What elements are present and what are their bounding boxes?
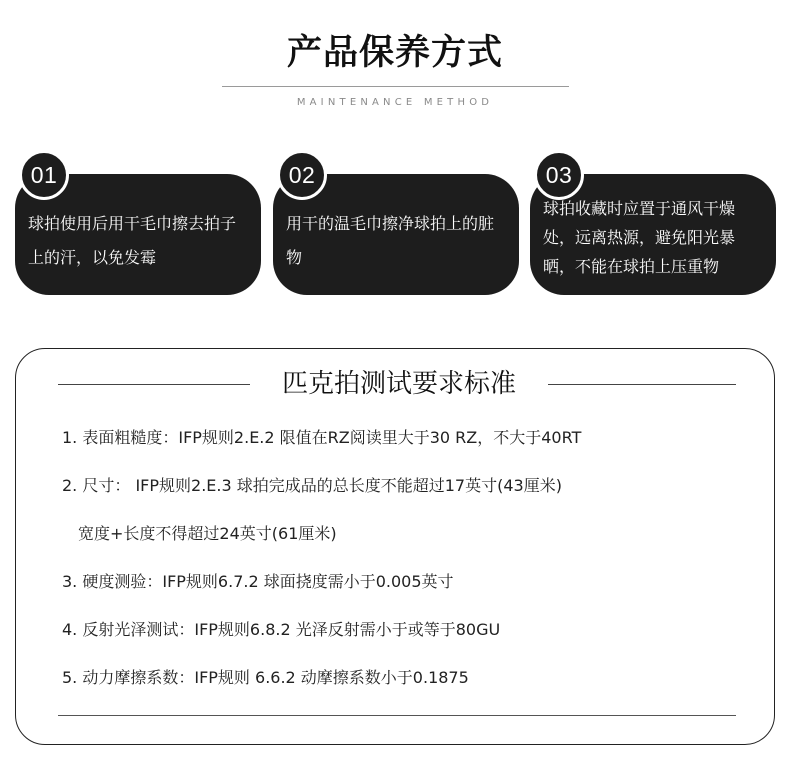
tip-number-badge: 02 <box>277 150 327 200</box>
test-standards-panel <box>15 348 775 745</box>
heading-divider-left <box>58 384 250 385</box>
standard-item-gloss: 4. 反射光泽测试：IFP规则6.8.2 光泽反射需小于或等于80GU <box>62 620 501 639</box>
bottom-divider <box>58 715 736 716</box>
tip-number-badge: 03 <box>534 150 584 200</box>
tip-text: 球拍使用后用干毛巾擦去拍子上的汗，以免发霉 <box>28 214 237 267</box>
title-divider <box>222 86 569 87</box>
standard-item-roughness: 1. 表面粗糙度：IFP规则2.E.2 限值在RZ阅读里大于30 RZ，不大于40RT <box>62 428 582 447</box>
tip-text: 用干的温毛巾擦净球拍上的脏物 <box>286 214 495 267</box>
tip-text: 球拍收藏时应置于通风干燥处，远离热源，避免阳光暴晒，不能在球拍上压重物 <box>543 199 736 276</box>
standard-item-size-continued: 宽度+长度不得超过24英寸(61厘米) <box>78 524 337 543</box>
standard-item-friction: 5. 动力摩擦系数：IFP规则 6.6.2 动摩擦系数小于0.1875 <box>62 668 469 687</box>
heading-divider-right <box>548 384 736 385</box>
page-title: 产品保养方式 <box>286 33 503 73</box>
standards-heading: 匹克拍测试要求标准 <box>281 369 516 399</box>
tip-card-1 <box>15 162 261 295</box>
standard-item-hardness: 3. 硬度测验：IFP规则6.7.2 球面挠度需小于0.005英寸 <box>62 572 454 591</box>
tip-card-3 <box>530 162 776 295</box>
standard-item-size: 2. 尺寸： IFP规则2.E.3 球拍完成品的总长度不能超过17英寸(43厘米) <box>62 476 562 495</box>
tip-number-badge: 01 <box>19 150 69 200</box>
page-subtitle: MAINTENANCE METHOD <box>296 97 494 108</box>
tip-card-2 <box>273 162 519 295</box>
